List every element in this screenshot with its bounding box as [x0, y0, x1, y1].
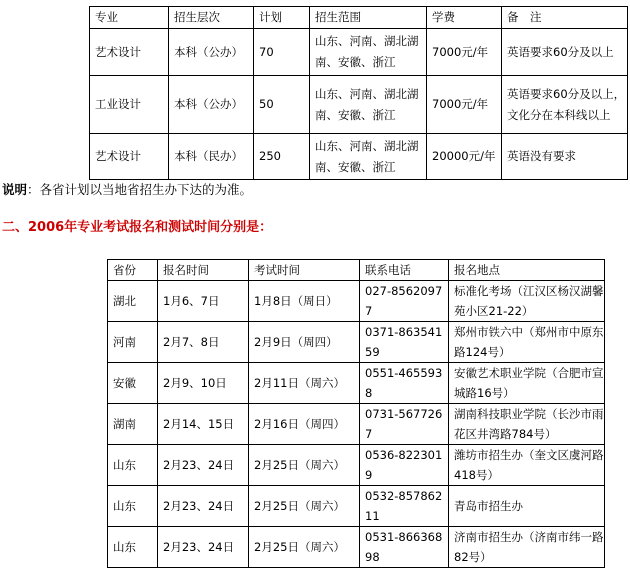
exam-date-cell: 2月25日（周六）: [249, 486, 360, 527]
section-heading: 二、2006年专业考试报名和测试时间分别是：: [2, 220, 273, 235]
level-cell: 本科（公办）: [169, 29, 254, 76]
table-row: [90, 76, 628, 134]
location-cell: 青岛市招生办: [449, 486, 605, 527]
header-cell: 省份: [108, 260, 158, 281]
scope-cell: 山东、河南、湖北湖南、安徽、浙江: [310, 76, 427, 134]
registration-date-cell: 2月23、24日: [158, 445, 249, 486]
phone-cell: 0551-4655938: [360, 363, 449, 404]
location-cell: 郑州市铁六中（郑州市中原东路124号）: [449, 322, 605, 363]
exam-schedule-table: [107, 259, 605, 568]
major-cell: 工业设计: [90, 76, 169, 134]
table-row: [108, 281, 605, 322]
remark-cell: 英语要求60分及以上，文化分在本科线以上: [502, 76, 628, 134]
phone-cell: 0532-85786211: [360, 486, 449, 527]
header-cell: 备 注: [502, 7, 628, 29]
scope-cell: 山东、河南、湖北湖南、安徽、浙江: [310, 134, 427, 180]
header-cell: 计划: [254, 7, 310, 29]
location-cell: 济南市招生办（济南市纬一路82号）: [449, 527, 605, 568]
exam-date-cell: 1月8日（周日）: [249, 281, 360, 322]
table-row: [108, 363, 605, 404]
phone-cell: 0536-8223019: [360, 445, 449, 486]
note-text: ：各省计划以当地省招生办下达的为准。: [27, 182, 253, 197]
fee-cell: 7000元/年: [427, 76, 502, 134]
table-header-row: [108, 260, 605, 281]
fee-cell: 7000元/年: [427, 29, 502, 76]
fee-cell: 20000元/年: [427, 134, 502, 180]
plan-cell: 70: [254, 29, 310, 76]
exam-date-cell: 2月25日（周六）: [249, 527, 360, 568]
province-cell: 山东: [108, 445, 158, 486]
table-row: [108, 445, 605, 486]
phone-cell: 0371-86354159: [360, 322, 449, 363]
location-cell: 安徽艺术职业学院（合肥市宣城路16号）: [449, 363, 605, 404]
level-cell: 本科（民办）: [169, 134, 254, 180]
note-paragraph: [2, 180, 252, 200]
phone-cell: 027-85620977: [360, 281, 449, 322]
province-cell: 河南: [108, 322, 158, 363]
remark-cell: 英语要求60分及以上: [502, 29, 628, 76]
exam-date-cell: 2月16日（周四）: [249, 404, 360, 445]
header-cell: 专业: [90, 7, 169, 29]
table-row: [108, 527, 605, 568]
exam-date-cell: 2月25日（周六）: [249, 445, 360, 486]
registration-date-cell: 2月23、24日: [158, 527, 249, 568]
table-row: [108, 486, 605, 527]
header-cell: 招生范围: [310, 7, 427, 29]
header-cell: 招生层次: [169, 7, 254, 29]
header-cell: 报名时间: [158, 260, 249, 281]
header-cell: 报名地点: [449, 260, 605, 281]
registration-date-cell: 2月23、24日: [158, 486, 249, 527]
registration-date-cell: 2月7、8日: [158, 322, 249, 363]
table-row: [108, 322, 605, 363]
province-cell: 安徽: [108, 363, 158, 404]
registration-date-cell: 2月14、15日: [158, 404, 249, 445]
plan-cell: 50: [254, 76, 310, 134]
location-cell: 湖南科技职业学院（长沙市雨花区井湾路784号）: [449, 404, 605, 445]
remark-cell: 英语没有要求: [502, 134, 628, 180]
location-cell: 标准化考场（江汉区杨汉湖馨苑小区21-22）: [449, 281, 605, 322]
location-cell: 潍坊市招生办（奎文区虞河路418号）: [449, 445, 605, 486]
table-header-row: [90, 7, 628, 29]
header-cell: 考试时间: [249, 260, 360, 281]
note-label: 说明: [2, 182, 28, 197]
phone-cell: 0531-86636898: [360, 527, 449, 568]
exam-date-cell: 2月11日（周六）: [249, 363, 360, 404]
header-cell: 学费: [427, 7, 502, 29]
province-cell: 湖南: [108, 404, 158, 445]
major-cell: 艺术设计: [90, 134, 169, 180]
province-cell: 山东: [108, 486, 158, 527]
registration-date-cell: 2月9、10日: [158, 363, 249, 404]
table-row: [108, 404, 605, 445]
header-cell: 联系电话: [360, 260, 449, 281]
enrollment-plan-table: [89, 6, 628, 180]
province-cell: 湖北: [108, 281, 158, 322]
table-row: [90, 134, 628, 180]
registration-date-cell: 1月6、7日: [158, 281, 249, 322]
scope-cell: 山东、河南、湖北湖南、安徽、浙江: [310, 29, 427, 76]
exam-date-cell: 2月9日（周四）: [249, 322, 360, 363]
major-cell: 艺术设计: [90, 29, 169, 76]
table-row: [90, 29, 628, 76]
plan-cell: 250: [254, 134, 310, 180]
province-cell: 山东: [108, 527, 158, 568]
phone-cell: 0731-5677267: [360, 404, 449, 445]
level-cell: 本科（公办）: [169, 76, 254, 134]
